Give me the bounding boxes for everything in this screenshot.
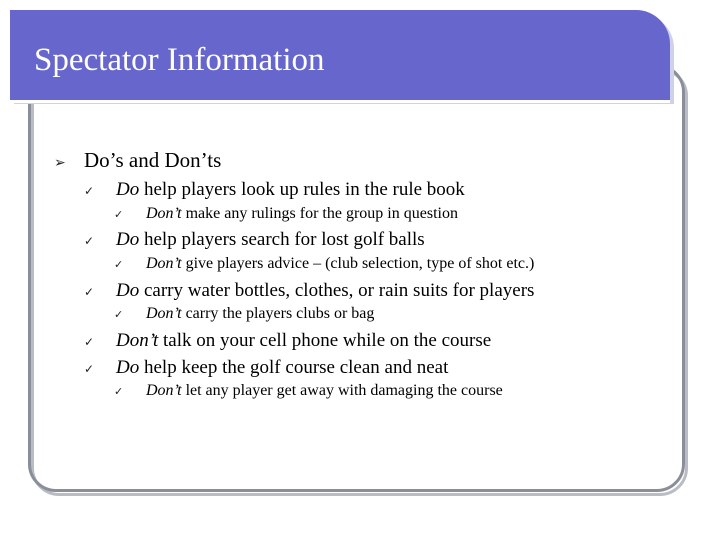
item-text: give players advice – (club selection, type of shot etc.) [181, 255, 535, 272]
heading-text: Do’s and Don’ts [84, 148, 222, 172]
heading-item [54, 148, 221, 173]
checkmark-bullet-icon: ✓ [84, 335, 95, 349]
slide-frame [28, 64, 685, 492]
item-text: help players search for lost golf balls [139, 229, 425, 250]
item-lead: Do [116, 357, 140, 378]
item-text: carry water bottles, clothes, or rain suits for players [139, 280, 535, 301]
list-item [114, 255, 534, 273]
checkmark-bullet-icon: ✓ [114, 259, 124, 271]
item-lead: Don’t [146, 205, 182, 222]
checkmark-bullet-icon: ✓ [84, 234, 95, 248]
item-lead: Do [116, 280, 140, 301]
checkmark-bullet-icon: ✓ [114, 386, 124, 398]
arrowhead-bullet-icon: ➢ [54, 156, 66, 171]
item-lead: Don’t [146, 255, 182, 272]
list-item [114, 382, 503, 400]
list-item [84, 280, 534, 302]
checkmark-bullet-icon: ✓ [114, 209, 124, 221]
item-text: let any player get away with damaging the course [181, 382, 503, 399]
checkmark-bullet-icon: ✓ [84, 184, 95, 198]
item-lead: Do [116, 179, 140, 200]
item-text: make any rulings for the group in question [181, 205, 458, 222]
list-item [84, 179, 465, 201]
item-text: help keep the golf course clean and neat [139, 357, 449, 378]
checkmark-bullet-icon: ✓ [84, 362, 95, 376]
item-lead: Don’t [146, 305, 182, 322]
slide-title: Spectator Information [34, 42, 325, 78]
item-text: help players look up rules in the rule book [139, 179, 465, 200]
list-item [84, 330, 491, 352]
item-lead: Do [116, 229, 140, 250]
item-text: talk on your cell phone while on the course [158, 330, 492, 351]
list-item [84, 229, 425, 251]
checkmark-bullet-icon: ✓ [84, 285, 95, 299]
checkmark-bullet-icon: ✓ [114, 309, 124, 321]
list-item [114, 205, 458, 223]
list-item [114, 305, 374, 323]
title-bar [10, 10, 670, 103]
item-text: carry the players clubs or bag [181, 305, 375, 322]
item-lead: Don’t [146, 382, 182, 399]
item-lead: Don’t [116, 330, 159, 351]
list-item [84, 357, 448, 379]
